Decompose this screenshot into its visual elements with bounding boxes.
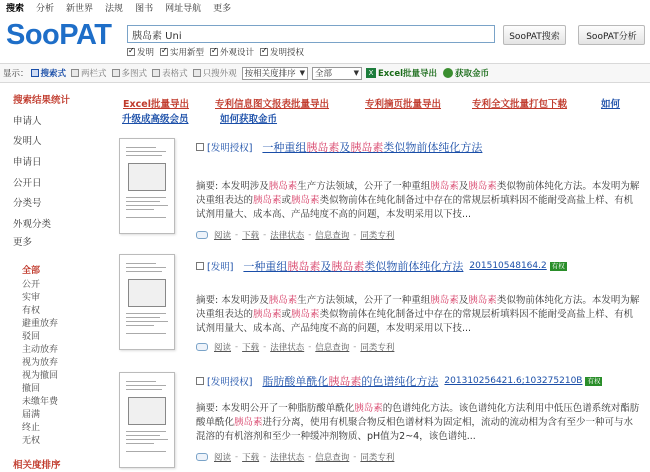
scope-select[interactable]: 全部 ▼ xyxy=(312,67,362,80)
filter-invention[interactable]: ✓ 发明 xyxy=(127,46,154,58)
patent-type-label: [发明] xyxy=(207,262,234,273)
coin-icon xyxy=(443,68,453,78)
comment-icon xyxy=(196,231,208,239)
grid-view-icon xyxy=(112,69,120,77)
nav-search[interactable]: 搜索 xyxy=(6,3,25,14)
result-title-link[interactable]: 脂肪酸单酰化胰岛素的色谱纯化方法 xyxy=(262,375,439,388)
patent-thumbnail[interactable] xyxy=(119,254,175,350)
top-nav xyxy=(0,0,650,14)
stat-design-class[interactable]: 外观分类 xyxy=(13,219,52,230)
nav-regulations[interactable]: 法规 xyxy=(105,3,124,14)
chevron-down-icon: ▼ xyxy=(353,69,359,77)
checkbox-icon xyxy=(210,48,218,56)
status-item[interactable]: 未缴年费 xyxy=(22,397,59,407)
upgrade-member-link[interactable]: 升级成高级会员 xyxy=(122,114,189,125)
display-label: 显示： xyxy=(3,69,29,79)
download-link[interactable]: 下载 xyxy=(242,343,260,353)
filter-granted-invention[interactable]: ✓ 发明授权 xyxy=(260,46,304,58)
read-link[interactable]: 阅读 xyxy=(214,343,232,353)
download-link[interactable]: 下载 xyxy=(242,231,260,241)
excel-export-link[interactable]: Excel批量导出 xyxy=(378,69,438,79)
nav-books[interactable]: 图书 xyxy=(135,3,154,14)
stats-title: 搜索结果统计 xyxy=(13,95,71,106)
application-number[interactable]: 201510548164.2 xyxy=(469,261,547,271)
info-query-link[interactable]: 信息查询 xyxy=(315,231,350,241)
search-input[interactable] xyxy=(127,25,495,43)
comment-icon xyxy=(196,343,208,351)
status-badge: 有权 xyxy=(551,261,565,270)
read-link[interactable]: 阅读 xyxy=(214,453,232,463)
status-all[interactable]: 全部 xyxy=(22,266,41,276)
view-search-style[interactable]: 搜索式 xyxy=(31,67,67,79)
download-link[interactable]: 下载 xyxy=(242,453,260,463)
stat-filing-date[interactable]: 申请日 xyxy=(13,157,42,168)
view-table[interactable]: 表格式 xyxy=(152,67,188,79)
result-checkbox[interactable] xyxy=(196,377,204,385)
result-abstract: 摘要: 本发明涉及胰岛素生产方法领域，公开了一种重组胰岛素及胰岛素类似物前体纯化方法。本发明为解决重组表达的胰岛素或胰岛素类似物前体在纯化制备过中存在的常规层析填料因不能耐受高盐上样、有机试剂用量大、成本高、产品纯度不高的问题，本发明采用以下技... xyxy=(196,181,640,220)
similar-patents-link[interactable]: 同类专利 xyxy=(360,231,395,241)
status-item[interactable]: 终止 xyxy=(22,423,41,433)
chevron-down-icon: ▼ xyxy=(299,69,305,77)
stat-applicant[interactable]: 申请人 xyxy=(13,116,42,127)
result-abstract: 摘要: 本发明涉及胰岛素生产方法领域，公开了一种重组胰岛素及胰岛素类似物前体纯化方法。本发明为解决重组表达的胰岛素或胰岛素类似物前体在纯化制备过中存在的常规层析填料因不能耐受高盐上样、有机试剂用量大、成本高、产品纯度不高的问题，本发明采用以下技... xyxy=(196,295,640,334)
status-item[interactable]: 视为放弃 xyxy=(22,358,59,368)
stats-sidebar xyxy=(0,86,110,472)
nav-new-world[interactable]: 新世界 xyxy=(66,3,94,14)
status-item[interactable]: 实审 xyxy=(22,293,41,303)
nav-more[interactable]: 更多 xyxy=(213,3,232,14)
status-item[interactable]: 避重放弃 xyxy=(22,319,59,329)
result-actions: 阅读 - 下载 - 法律状态 - 信息查询 - 同类专利 xyxy=(196,341,398,353)
status-item[interactable]: 无权 xyxy=(22,436,41,446)
earn-coins-link[interactable]: 获取金币 xyxy=(455,69,490,79)
similar-patents-link[interactable]: 同类专利 xyxy=(360,453,395,463)
view-two-column[interactable]: 两栏式 xyxy=(71,67,107,79)
sort-select[interactable]: 按相关度排序 ▼ xyxy=(242,67,308,80)
stat-inventor[interactable]: 发明人 xyxy=(13,136,42,147)
stat-publication-date[interactable]: 公开日 xyxy=(13,178,42,189)
read-link[interactable]: 阅读 xyxy=(214,231,232,241)
status-badge: 有权 xyxy=(587,376,601,385)
stat-classification[interactable]: 分类号 xyxy=(13,198,42,209)
result-title-row xyxy=(196,258,567,274)
info-query-link[interactable]: 信息查询 xyxy=(315,343,350,353)
nav-analysis[interactable]: 分析 xyxy=(36,3,55,14)
list-view-icon xyxy=(31,69,39,77)
info-query-link[interactable]: 信息查询 xyxy=(315,453,350,463)
similar-patents-link[interactable]: 同类专利 xyxy=(360,343,395,353)
fulltext-batch-download-link[interactable]: 专利全文批量打包下载 xyxy=(472,99,568,110)
result-title-link[interactable]: 一种重组胰岛素及胰岛素类似物前体纯化方法 xyxy=(262,141,483,154)
result-title-row xyxy=(196,373,602,389)
relevance-sort-title[interactable]: 相关度排序 xyxy=(13,460,61,471)
checkbox-icon xyxy=(260,48,268,56)
how-to-link[interactable]: 如何 xyxy=(601,99,621,110)
two-column-icon xyxy=(71,69,79,77)
legal-status-link[interactable]: 法律状态 xyxy=(270,343,305,353)
display-toolbar xyxy=(0,63,650,83)
status-item[interactable]: 驳回 xyxy=(22,332,41,342)
soopat-analysis-button[interactable]: SooPAT分析 xyxy=(578,25,645,45)
patent-type-filters xyxy=(127,46,310,58)
soopat-search-button[interactable]: SooPAT搜索 xyxy=(503,25,566,45)
excel-icon: X xyxy=(366,68,376,78)
legal-status-link[interactable]: 法律状态 xyxy=(270,453,305,463)
filter-design[interactable]: ✓ 外观设计 xyxy=(210,46,254,58)
result-title-link[interactable]: 一种重组胰岛素及胰岛素类似物前体纯化方法 xyxy=(243,260,464,273)
report-batch-export-link[interactable]: 专利信息图文报表批量导出 xyxy=(215,99,330,110)
legal-status-link[interactable]: 法律状态 xyxy=(270,231,305,241)
result-abstract: 摘要: 本发明公开了一种脂肪酸单酰化胰岛素的色谱纯化方法。该色谱纯化方法利用中低压色谱系统对酯肪酸单酰化胰岛素进行分离，使用有机聚合物反相色谱材料为固定相，流动的流动相为含有至少一种可与水混溶的有机溶剂和至少一种缓冲剂物质、pH值为2~4，该色谱纯... xyxy=(196,403,640,442)
patent-thumbnail[interactable] xyxy=(119,138,175,234)
result-checkbox[interactable] xyxy=(196,262,204,270)
result-title-row xyxy=(196,139,482,155)
how-to-earn-coins-link[interactable]: 如何获取金币 xyxy=(220,114,278,125)
patent-type-label: [发明授权] xyxy=(207,377,253,388)
checkbox-icon xyxy=(127,48,135,56)
excel-batch-export-link[interactable]: Excel批量导出 xyxy=(123,99,189,110)
nav-directory[interactable]: 网址导航 xyxy=(165,3,202,14)
abstract-batch-export-link[interactable]: 专利摘页批量导出 xyxy=(365,99,442,110)
status-item[interactable]: 届满 xyxy=(22,410,41,420)
result-actions: 阅读 - 下载 - 法律状态 - 信息查询 - 同类专利 xyxy=(196,229,398,241)
view-multi-image[interactable]: 多图式 xyxy=(112,67,148,79)
view-design-only[interactable]: 只搜外观 xyxy=(193,67,237,79)
filter-utility-model[interactable]: ✓ 实用新型 xyxy=(160,46,204,58)
patent-thumbnail[interactable] xyxy=(119,372,175,468)
application-number[interactable]: 201310256421.6;103275210B xyxy=(444,376,583,386)
result-actions: 阅读 - 下载 - 法律状态 - 信息查询 - 同类专利 xyxy=(196,451,398,463)
patent-type-label: [发明授权] xyxy=(207,143,253,154)
result-checkbox[interactable] xyxy=(196,143,204,151)
comment-icon xyxy=(196,453,208,461)
status-item[interactable]: 公开 xyxy=(22,280,41,290)
status-item[interactable]: 撤回 xyxy=(22,384,41,394)
table-view-icon xyxy=(152,69,160,77)
checkbox-icon xyxy=(160,48,168,56)
checkbox-icon xyxy=(193,69,201,77)
status-item[interactable]: 有权 xyxy=(22,306,41,316)
status-item[interactable]: 视为撤回 xyxy=(22,371,59,381)
soopat-logo[interactable]: SooPAT xyxy=(6,19,112,51)
status-item[interactable]: 主动放弃 xyxy=(22,345,59,355)
stat-more[interactable]: 更多 xyxy=(13,237,33,248)
